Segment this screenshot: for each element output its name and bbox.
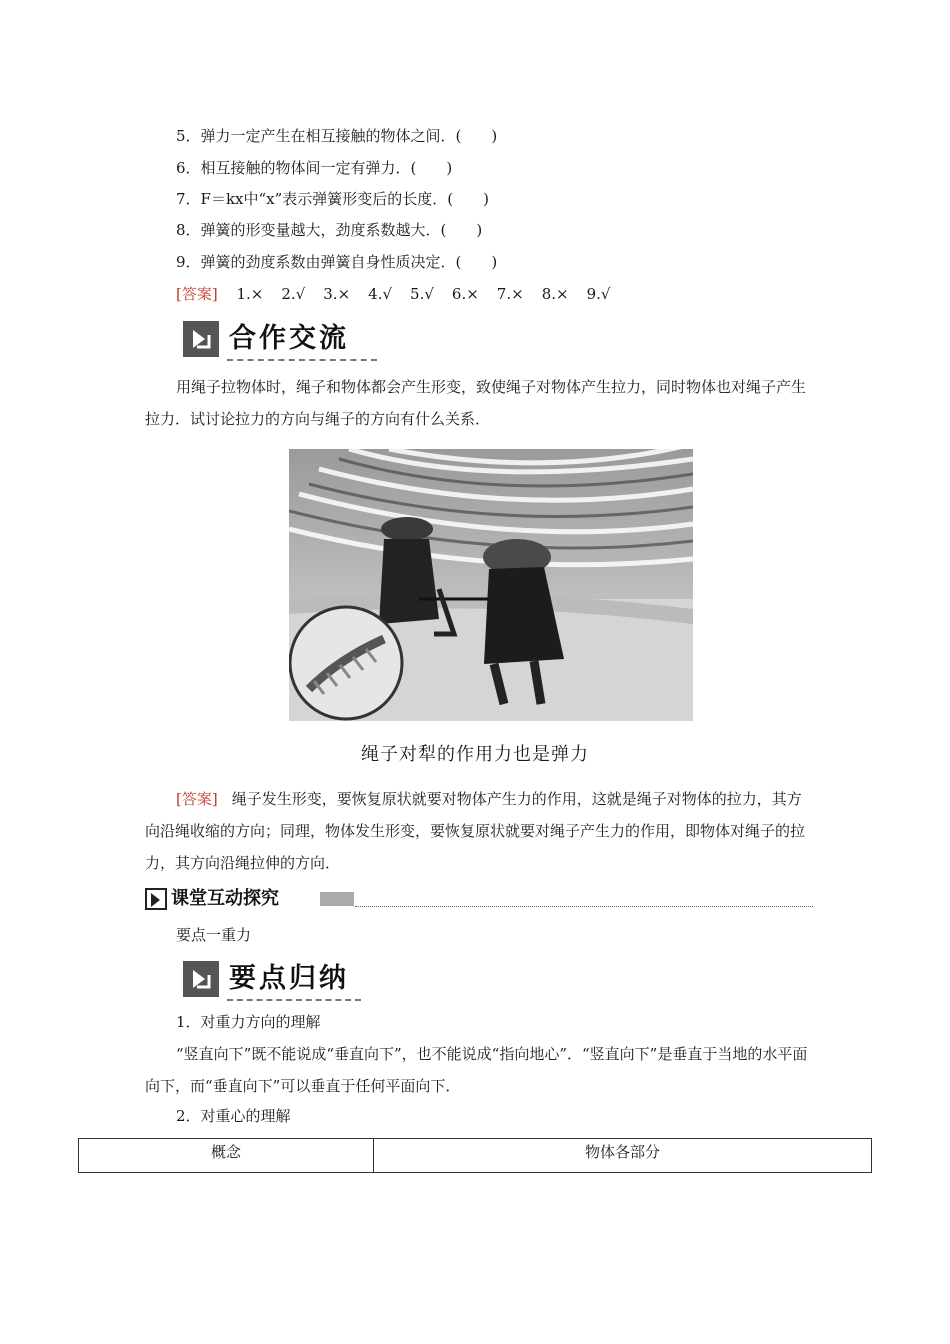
summary-paragraph-1: “竖直向下”既不能说成“垂直向下”，也不能说成“指向地心”．“竖直向下”是垂直于当地的水平面向下，而“垂直向下”可以垂直于任何平面向下．	[145, 1045, 808, 1095]
rice-terrace-photo	[289, 449, 693, 721]
arrow-icon	[183, 961, 219, 997]
answer-tag-2: [答案]	[176, 790, 218, 808]
arrow-icon	[183, 321, 219, 357]
table-header-concept: 概念	[79, 1139, 374, 1173]
coop-answer-text: 绳子发生形变，要恢复原状就要对物体产生力的作用，这就是绳子对物体的拉力，其方向沿绳收缩的方向；同理，物体发生形变，要恢复原状就要对绳子产生力的作用，即物体对绳子的拉力，其方向沿绳拉伸的方向．	[145, 790, 806, 872]
photo-caption: 绳子对犁的作用力也是弹力	[361, 744, 589, 765]
statement-9: 9．弹簧的劲度系数由弹簧自身性质决定．( )	[176, 253, 498, 271]
summary-title: 要点归纳	[229, 963, 349, 994]
summary-heading-2: 2．对重心的理解	[176, 1107, 291, 1125]
coop-answer	[145, 783, 813, 879]
statement-5: 5．弹力一定产生在相互接触的物体之间．( )	[176, 127, 498, 145]
answer-item: 6.×	[451, 285, 479, 303]
answer-tag: [答案]	[176, 285, 218, 303]
summary-badge	[183, 961, 383, 1001]
answer-item: 2.√	[281, 285, 306, 303]
arrow-icon-small	[145, 888, 169, 912]
answer-item: 8.×	[541, 285, 569, 303]
answer-item: 1.×	[236, 285, 264, 303]
answer-item: 7.×	[496, 285, 524, 303]
center-of-gravity-table	[78, 1138, 872, 1173]
answer-item: 4.√	[368, 285, 393, 303]
statement-8: 8．弹簧的形变量越大，劲度系数越大．( )	[176, 221, 483, 239]
coop-badge	[183, 321, 383, 361]
summary-heading-1: 1．对重力方向的理解	[176, 1013, 321, 1031]
table-header-parts: 物体各部分	[374, 1139, 872, 1173]
answer-item: 9.√	[586, 285, 611, 303]
coop-question: 用绳子拉物体时，绳子和物体都会产生形变，致使绳子对物体产生拉力，同时物体也对绳子产生拉力．试讨论拉力的方向与绳子的方向有什么关系．	[145, 378, 807, 428]
statement-6: 6．相互接触的物体间一定有弹力．( )	[176, 159, 453, 177]
statement-7: 7．F＝kx中“x”表示弹簧形变后的长度．( )	[176, 190, 490, 208]
point-heading: 要点一重力	[176, 926, 252, 944]
section-bar	[145, 886, 813, 914]
answer-item: 3.×	[323, 285, 351, 303]
answer-row	[176, 284, 628, 304]
answer-list	[237, 285, 629, 303]
coop-title: 合作交流	[229, 323, 349, 354]
section-title: 课堂互动探究	[171, 888, 279, 909]
answer-item: 5.√	[410, 285, 434, 303]
